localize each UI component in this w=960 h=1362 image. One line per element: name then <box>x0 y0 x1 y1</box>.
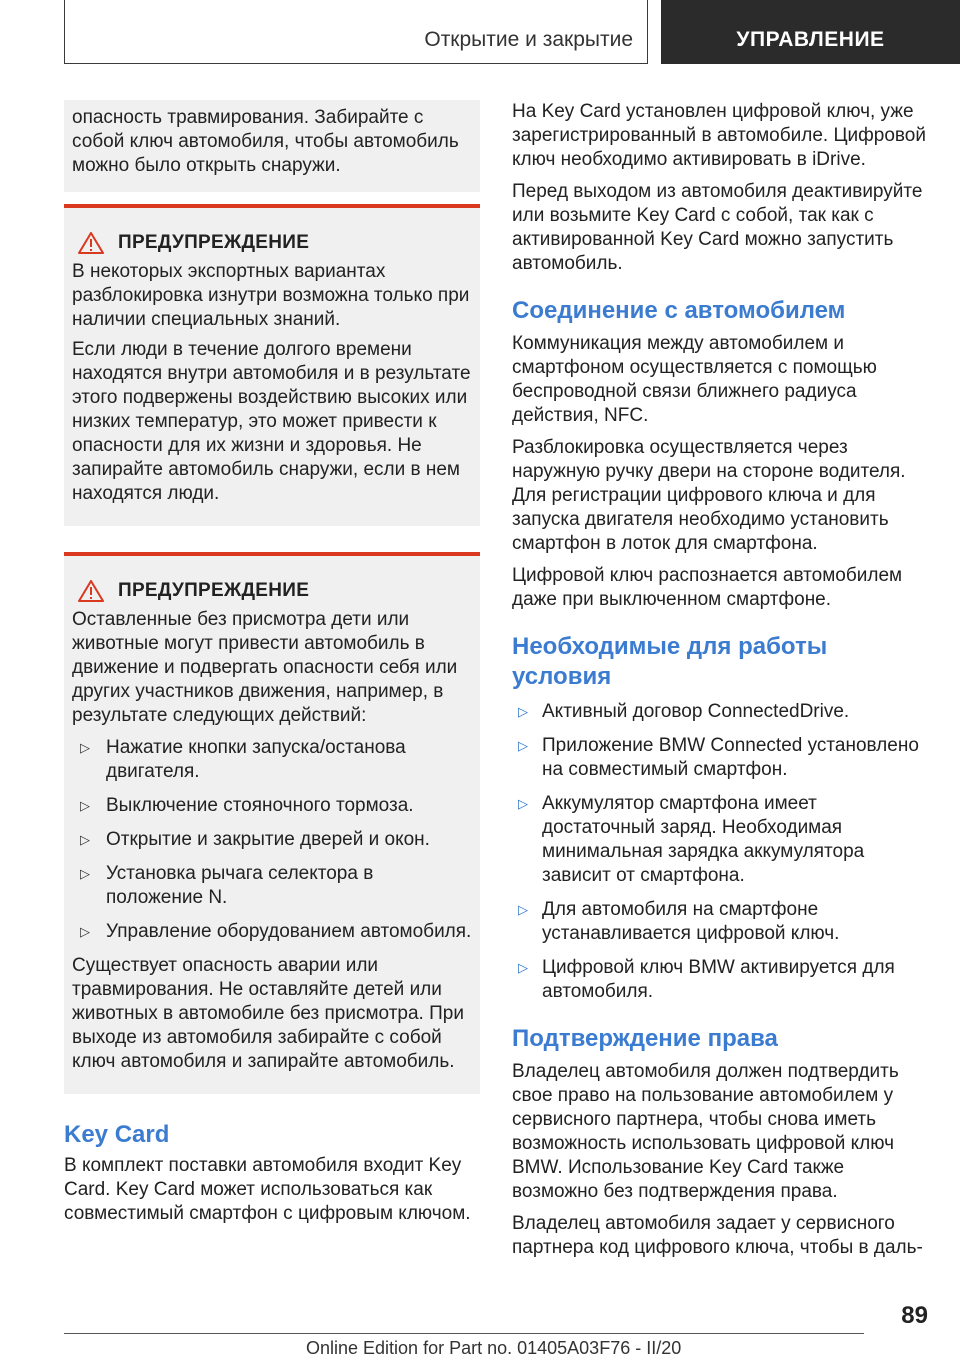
key-card-text: В комплект поставки автомобиля входит Key Card. Key Card может использоваться как совместимый смартфон с цифровым ключом. <box>64 1155 471 1224</box>
list-item-text: Открытие и закрытие дверей и окон. <box>106 829 430 850</box>
triangle-right-bullet-icon: ▷ <box>518 902 528 917</box>
paragraph: Разблокировка осуществляется через наружную ручку двери на стороне водителя. Для регистрации цифрового ключа и для запуска двигателя необходимо установить смартфон в лоток для смартфона. <box>512 437 906 554</box>
list-item-text: Для автомобиля на смартфоне устанавливается цифровой ключ. <box>542 899 840 944</box>
triangle-right-bullet-icon: ▷ <box>80 866 90 881</box>
paragraph: Коммуникация между автомобилем и смартфоном осуществляется с помощью беспроводной связи ближнего радиуса действия, NFC. <box>512 333 877 426</box>
list-item-text: Приложение BMW Connected установлено на совместимый смартфон. <box>542 735 919 780</box>
warning-box-2 <box>64 552 480 1094</box>
list-item-text: Цифровой ключ BMW активируется для автомобиля. <box>542 957 895 1002</box>
list-item <box>72 736 472 784</box>
list-item <box>72 920 472 944</box>
rights-heading: Подтверждение права <box>512 1025 778 1052</box>
section-title: Открытие и закрытие <box>424 28 633 51</box>
page-header <box>64 0 960 64</box>
paragraph: Владелец автомобиля задает у сервисного партнера код цифрового ключа, чтобы в даль- <box>512 1213 923 1258</box>
warning-action-list <box>72 736 472 944</box>
warning-title-row <box>72 580 472 602</box>
triangle-right-bullet-icon: ▷ <box>80 832 90 847</box>
paragraph: Цифровой ключ распознается автомобилем даже при выключенном смартфоне. <box>512 565 903 610</box>
paragraph: На Key Card установлен цифровой ключ, уже зарегистрированный в автомобиле. Цифровой ключ необходимо активировать в iDrive. <box>512 101 926 170</box>
list-item <box>512 700 928 724</box>
warning-triangle-icon <box>78 232 104 254</box>
list-item-text: Выключение стояночного тормоза. <box>106 795 414 816</box>
paragraph: Перед выходом из автомобиля деактивируйте или возьмите Key Card с собой, так как с активированной Key Card можно запустить автомобиль. <box>512 181 923 274</box>
paragraph: Владелец автомобиля должен подтвердить свое право на пользование автомобилем у сервисного партнера, чтобы снова иметь возможность использовать цифровой ключ BMW. Использование Key Card также возможно без подтверждения права. <box>512 1061 899 1202</box>
warning-paragraph: В некоторых экспортных вариантах разблокировка изнутри возможна только при наличии специальных знаний. <box>72 261 470 330</box>
key-card-section <box>64 1120 480 1226</box>
list-item-text: Управление оборудованием автомобиля. <box>106 921 472 942</box>
list-item-text: Нажатие кнопки запуска/останова двигателя. <box>106 737 406 782</box>
warning-title: ПРЕДУПРЕЖДЕНИЕ <box>118 580 310 601</box>
warning-intro: Оставленные без присмотра дети или животные могут привести автомобиль в движение и подвергать опасности себя или других участников движения, например, в результате следующих действий: <box>72 609 458 726</box>
edition-text: Online Edition for Part no. 01405A03F76 - II/20 <box>306 1338 682 1358</box>
warning-title: ПРЕДУПРЕЖДЕНИЕ <box>118 232 310 253</box>
list-item-text: Активный договор ConnectedDrive. <box>542 701 850 722</box>
requirements-list <box>512 700 928 1004</box>
triangle-right-bullet-icon: ▷ <box>80 798 90 813</box>
triangle-right-bullet-icon: ▷ <box>80 740 90 755</box>
page-number: 89 <box>901 1302 928 1329</box>
warning-triangle-icon <box>78 580 104 602</box>
warning-box-1 <box>64 204 480 526</box>
triangle-right-bullet-icon: ▷ <box>518 738 528 753</box>
list-item <box>72 862 472 910</box>
warning-paragraph: Если люди в течение долгого времени находятся внутри автомобиля и в результате этого подвержены воздействию высоких или низких температур, это может привести к опасности для их жизни и здоровья. Не запирайте автомобиль снаружи, если в нем находятся люди. <box>72 339 471 504</box>
chapter-title: УПРАВЛЕНИЕ <box>736 28 885 51</box>
list-item <box>512 898 928 946</box>
warning-title-row <box>72 232 472 254</box>
connection-heading: Соединение с автомобилем <box>512 297 846 324</box>
list-item <box>512 956 928 1004</box>
section-title-box <box>64 0 648 64</box>
continued-note-box <box>64 100 480 192</box>
chapter-title-box <box>661 0 960 64</box>
triangle-right-bullet-icon: ▷ <box>80 924 90 939</box>
right-column <box>512 100 928 1260</box>
left-column <box>64 100 480 1226</box>
triangle-right-bullet-icon: ▷ <box>518 796 528 811</box>
triangle-right-bullet-icon: ▷ <box>518 960 528 975</box>
list-item <box>72 828 472 852</box>
list-item <box>72 794 472 818</box>
key-card-heading: Key Card <box>64 1121 170 1148</box>
triangle-right-bullet-icon: ▷ <box>518 704 528 719</box>
list-item-text: Аккумулятор смартфона имеет достаточный заряд. Необходимая минимальная зарядка аккумулятора зависит от смартфона. <box>542 793 865 886</box>
warning-outro: Существует опасность аварии или травмирования. Не оставляйте детей или животных в автомобиле без присмотра. При выходе из автомобиля забирайте с собой ключ автомобиля и запирайте автомобиль. <box>72 955 464 1072</box>
footer-divider <box>64 1333 864 1334</box>
continued-note-text: опасность травмирования. Забирайте с собой ключ автомобиля, чтобы автомобиль можно было открыть снаружи. <box>72 107 459 176</box>
list-item <box>512 734 928 782</box>
list-item-text: Установка рычага селектора в положение N. <box>106 863 374 908</box>
requirements-heading: Необходимые для работы условия <box>512 633 828 690</box>
list-item <box>512 792 928 888</box>
